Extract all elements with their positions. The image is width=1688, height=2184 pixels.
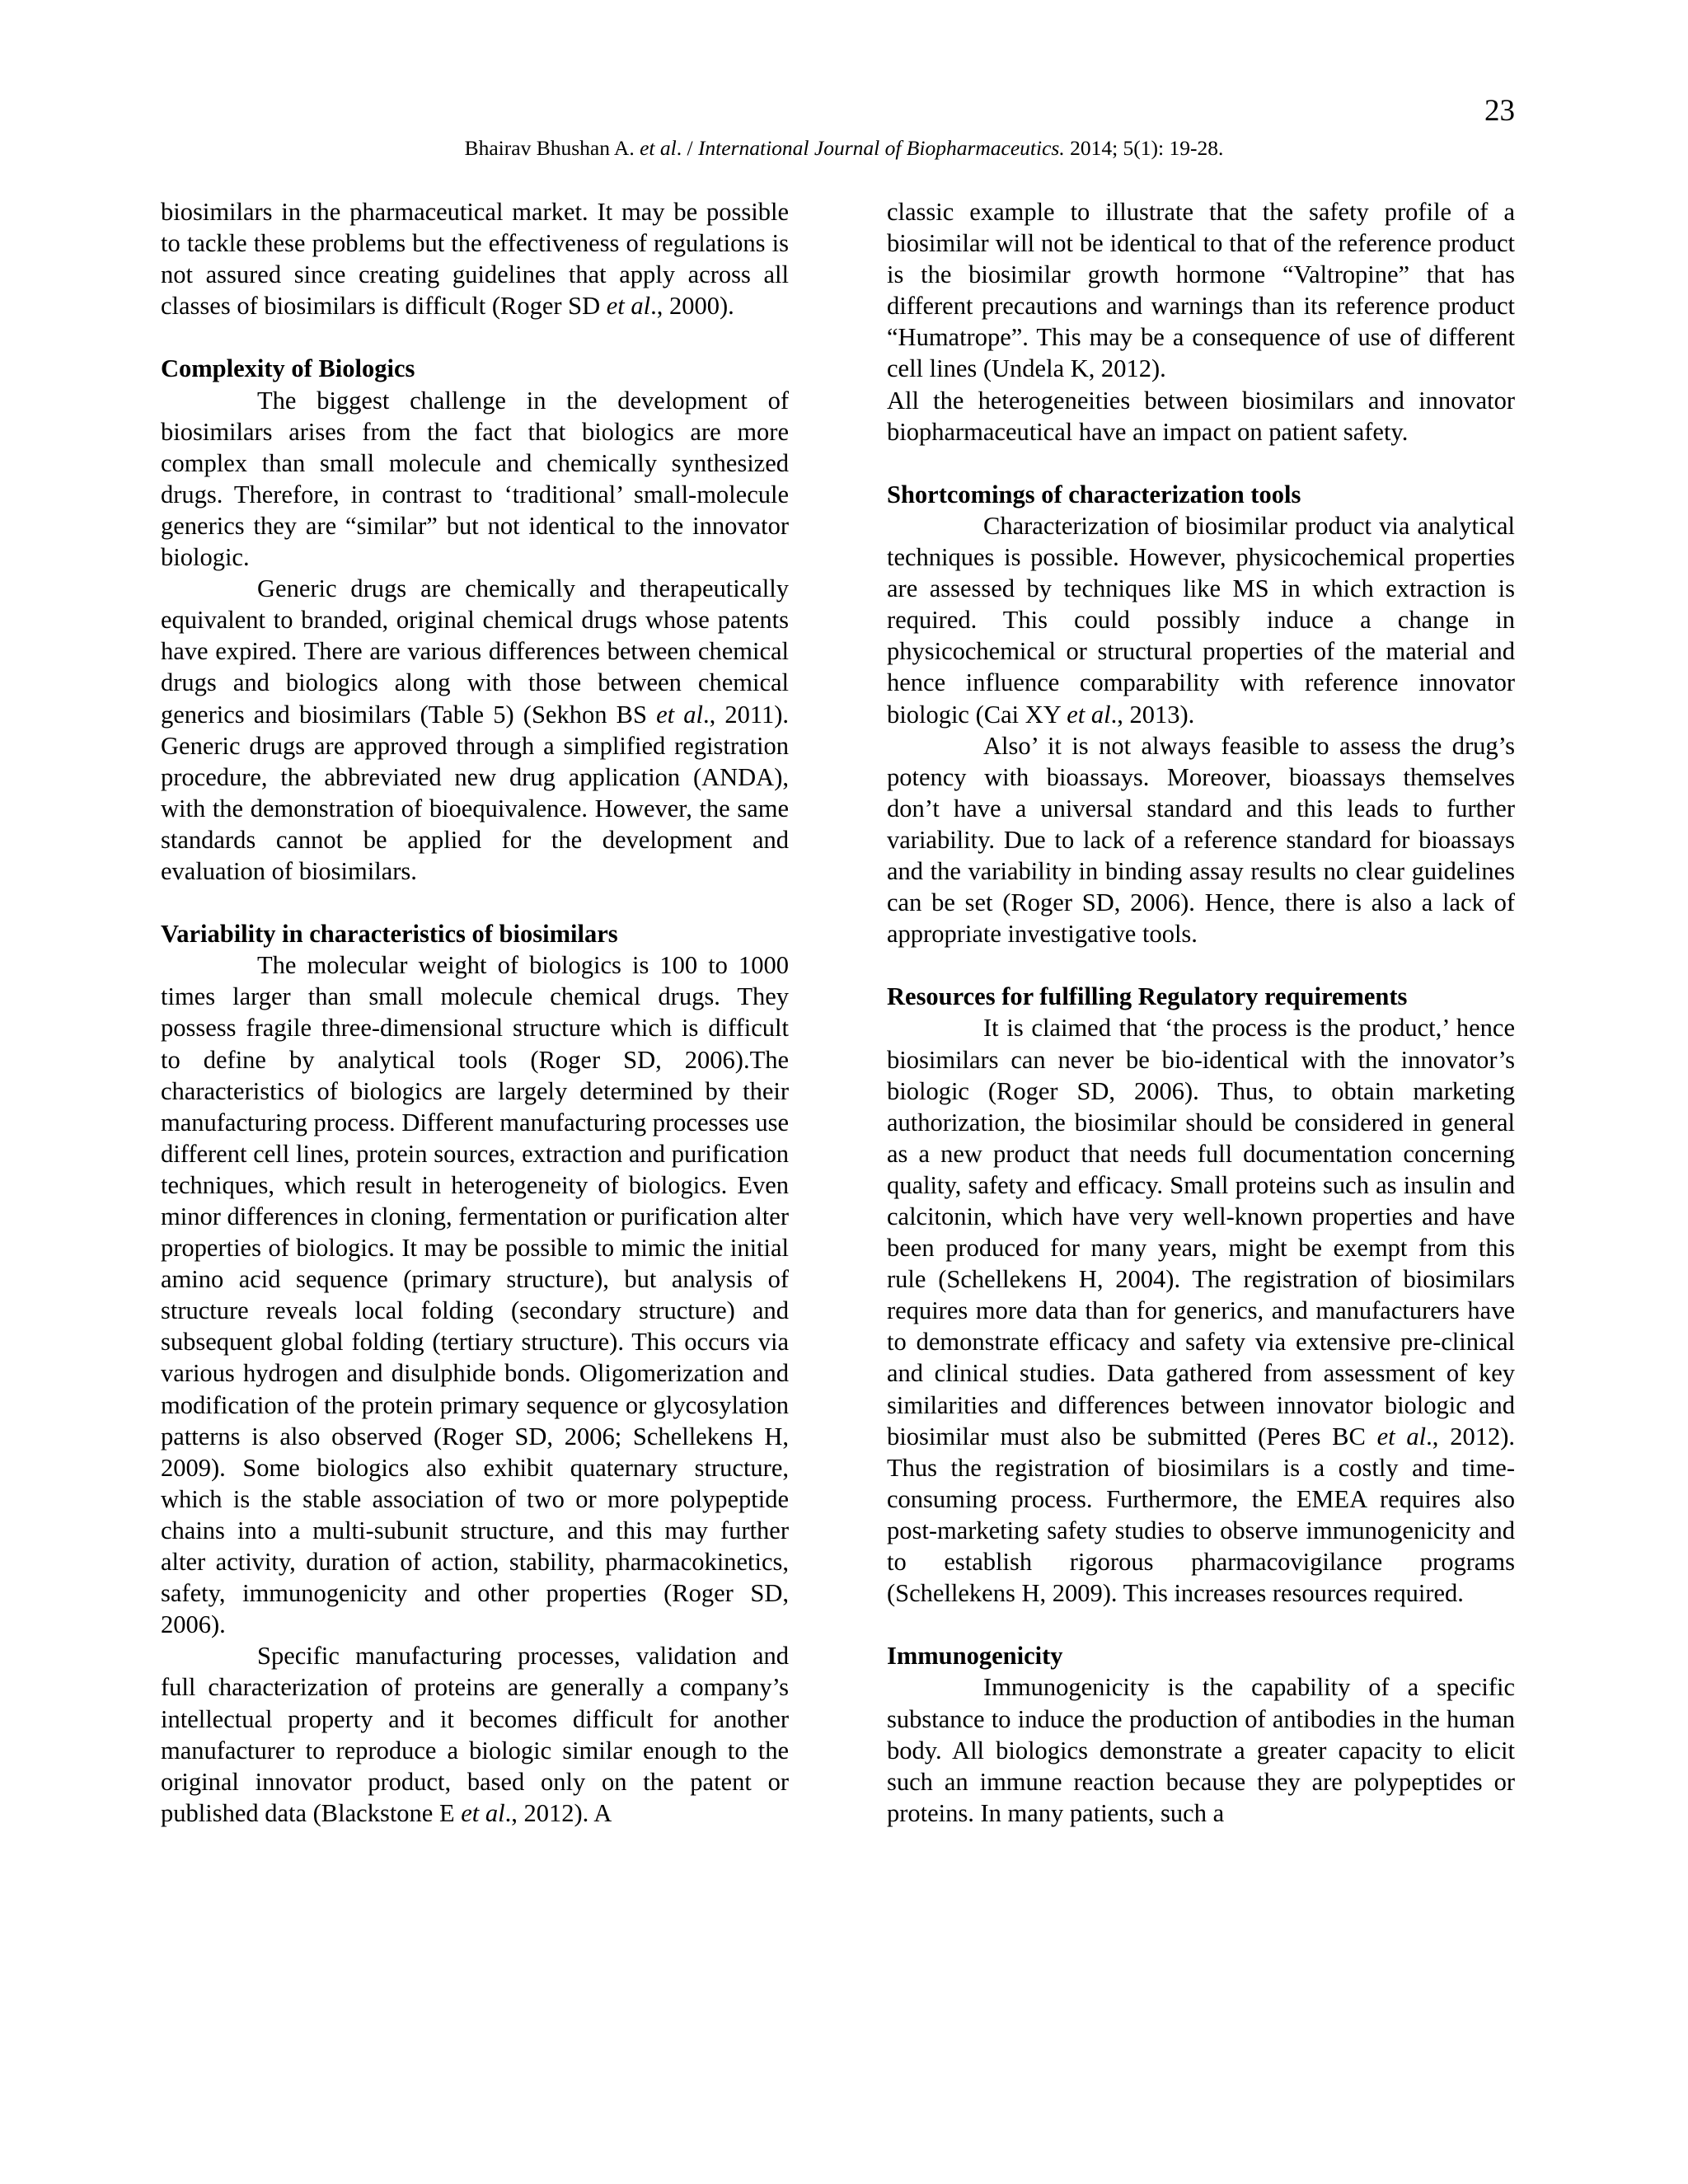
paragraph-shortcomings-1: Characterization of biosimilar product via analytical techniques is possible. However, physicochemical properties are assessed by techniques like MS in which extraction is required. This could possibly induce a change in physicochemical or structural properties of the material and hence influence comparability with reference innovator biologic (Cai XY et al., 2013). [887, 511, 1515, 729]
paragraph-heterogeneities: All the heterogeneities between biosimilars and innovator biopharmaceutical have an impact on patient safety. [887, 386, 1515, 446]
paragraph-resources: It is claimed that ‘the process is the product,’ hence biosimilars can never be bio-identical with the innovator’s biologic (Roger SD, 2006). Thus, to obtain marketing authorization, the biosimilar should be considered in general as a new product that needs full documentation concerning quality, safety and efficacy. Small proteins such as insulin and calcitonin, which have very well-known properties and have been produced for many years, might be exempt from this rule (Schellekens H, 2004). The registration of biosimilars requires more data than for generics, and manufacturers have to demonstrate efficacy and safety via extensive pre-clinical and clinical studies. Data gathered from assessment of key similarities and differences between innovator biologic and biosimilar must also be submitted (Peres BC et al., 2012). Thus the registration of biosimilars is a costly and time-consuming process. Furthermore, the EMEA requires also post-marketing safety studies to observe immunogenicity and to establish rigorous pharmacovigilance programs (Schellekens H, 2009). This increases resources required. [887, 1014, 1515, 1608]
header-citation: 2014; 5(1): 19-28. [1064, 136, 1224, 160]
running-header [0, 138, 1688, 159]
heading-immunogenicity: Immunogenicity [887, 1642, 1063, 1671]
heading-complexity-of-biologics: Complexity of Biologics [161, 354, 415, 383]
left-column [161, 196, 789, 1829]
paragraph-valtropine-example: classic example to illustrate that the safety profile of a biosimilar will not be identical to that of the reference product is the biosimilar growth hormone “Valtropine” that has different precautions and warnings than its reference product “Humatrope”. This may be a consequence of use of different cell lines (Undela K, 2012). [887, 198, 1515, 383]
paragraph-immunogenicity: Immunogenicity is the capability of a specific substance to induce the production of antibodies in the human body. All biologics demonstrate a greater capacity to elicit such an immune reaction because they are polypeptides or proteins. In many patients, such a [887, 1673, 1515, 1827]
header-et-al: et al [640, 136, 677, 160]
paragraph-complexity-2: Generic drugs are chemically and therapeutically equivalent to branded, original chemical drugs whose patents have expired. There are various differences between chemical drugs and biologics along with those between chemical generics and biosimilars (Table 5) (Sekhon BS et al., 2011). Generic drugs are approved through a simplified registration procedure, the abbreviated new drug application (ANDA), with the demonstration of bioequivalence. However, the same standards cannot be applied for the development and evaluation of biosimilars. [161, 574, 789, 885]
heading-resources: Resources for fulfilling Regulatory requirements [887, 982, 1408, 1011]
paragraph-complexity-1: The biggest challenge in the development of biosimilars arises from the fact that biologics are more complex than small molecule and chemically synthesized drugs. Therefore, in contrast to ‘traditional’ small-molecule generics they are “similar” but not identical to the innovator biologic. [161, 386, 789, 572]
paragraph-variability-2: Specific manufacturing processes, validation and full characterization of proteins are generally a company’s intellectual property and it becomes difficult for another manufacturer to reproduce a biologic similar enough to the original innovator product, based only on the patent or published data (Blackstone E et al., 2012). A [161, 1642, 789, 1827]
right-column [887, 196, 1515, 1829]
paragraph-variability-1: The molecular weight of biologics is 100 to 1000 times larger than small molecule chemical drugs. They possess fragile three-dimensional structure which is difficult to define by analytical tools (Roger SD, 2006).The characteristics of biologics are largely determined by their manufacturing process. Different manufacturing processes use different cell lines, protein sources, extraction and purification techniques, which result in heterogeneity of biologics. Even minor differences in cloning, fermentation or purification alter properties of biologics. It may be possible to mimic the initial amino acid sequence (primary structure), but analysis of structure reveals local folding (secondary structure) and subsequent global folding (tertiary structure). This occurs via various hydrogen and disulphide bonds. Oligomerization and modification of the protein primary sequence or glycosylation patterns is also observed (Roger SD, 2006; Schellekens H, 2009). Some biologics also exhibit quaternary structure, which is the stable association of two or more polypeptide chains into a multi-subunit structure, and this may further alter activity, duration of action, stability, pharmacokinetics, safety, immunogenicity and other properties (Roger SD, 2006). [161, 951, 789, 1639]
heading-variability: Variability in characteristics of biosimilars [161, 920, 618, 949]
paragraph-shortcomings-2: Also’ it is not always feasible to assess the drug’s potency with bioassays. Moreover, bioassays themselves don’t have a universal standard and this leads to further variability. Due to lack of a reference standard for bioassays and the variability in binding assay results no clear guidelines can be set (Roger SD, 2006). Hence, there is also a lack of appropriate investigative tools. [887, 731, 1515, 949]
heading-shortcomings: Shortcomings of characterization tools [887, 480, 1301, 509]
paragraph-intro: biosimilars in the pharmaceutical market. It may be possible to tackle these problems but the effectiveness of regulations is not assured since creating guidelines that apply across all classes of biosimilars is difficult (Roger SD et al., 2000). [161, 198, 789, 321]
page-number: 23 [1484, 94, 1515, 128]
header-authors: Bhairav Bhushan A. [464, 136, 635, 160]
header-separator: . / [676, 136, 698, 160]
header-journal: International Journal of Biopharmaceutics. [697, 136, 1065, 160]
